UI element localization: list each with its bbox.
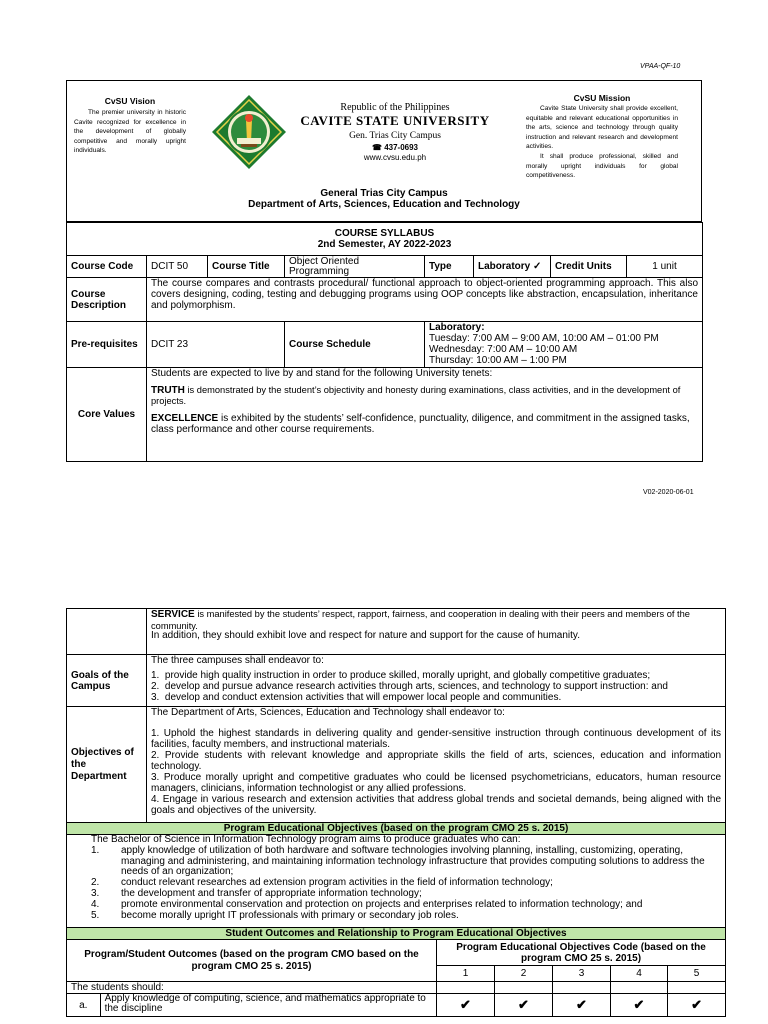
- service-label-cell: [67, 609, 147, 655]
- department-block: [66, 188, 702, 210]
- so-codes-column-header: Program Educational Objectives Code (based on the program CMO 25 s. 2015): [437, 940, 726, 966]
- syllabus-continuation-table: [66, 608, 726, 1017]
- goals-intro: The three campuses shall endeavor to:: [151, 655, 324, 666]
- goal-2: 2. develop and pursue advance research activities through arts, sciences, and technology to support instruction: and: [151, 681, 668, 692]
- objective-4: 4. Engage in various research and extension activities that address global trends and societal demands, being aligned with the goals and objectives of the university.: [151, 794, 722, 816]
- peo-item: 4. promote environmental conservation and protection on projects and enterprises related to information technology; and: [91, 898, 643, 910]
- vision-block: [74, 96, 186, 156]
- course-type: Laboratory ✓: [474, 256, 551, 278]
- course-schedule: [425, 322, 703, 368]
- course-row: [67, 256, 703, 278]
- so-header: Student Outcomes and Relationship to Program Educational Objectives: [67, 928, 726, 940]
- service-extra: In addition, they should exhibit love and respect for nature and support for the cause of humanity.: [151, 630, 580, 641]
- schedule-title: Laboratory:: [429, 322, 485, 333]
- peo-item: 5. become morally upright IT professionals with primary or secondary job roles.: [91, 909, 459, 921]
- course-description-label: Course Description: [67, 278, 147, 322]
- excellence-text: is exhibited by the students’ self-confidence, punctuality, diligence, and commitment in the assigned tasks, class performance and other course requirements.: [151, 413, 690, 435]
- core-values-content: [147, 368, 703, 462]
- service-text: is manifested by the students’ respect, rapport, fairness, and cooperation in dealing with their peers and members of the community.: [151, 609, 690, 631]
- peo-code-3: 3: [553, 966, 611, 982]
- republic-label: Republic of the Philippines: [340, 102, 450, 113]
- truth-word: TRUTH: [151, 385, 185, 396]
- check-mark-icon: ✔: [611, 994, 668, 1017]
- check-mark-icon: ✔: [668, 994, 726, 1017]
- check-mark-icon: ✔: [553, 994, 611, 1017]
- objective-2: 2. Provide students with relevant knowledge and appropriate skills the field of arts, sciences, education and information technology.: [151, 750, 722, 772]
- course-description: The course compares and contrasts procedural/ functional approach to object-oriented programming approach. This also covers designing, coding, testing and debugging programs using OOP concepts like abstraction, encapsulation, inheritance and polymorphism.: [147, 278, 703, 322]
- service-content: [147, 609, 726, 655]
- form-code: VPAA-QF-10: [640, 63, 681, 70]
- mission-block: [526, 93, 678, 181]
- course-title: Object Oriented Programming: [285, 256, 425, 278]
- schedule-wednesday: Wednesday: 7:00 AM – 10:00 AM: [429, 344, 578, 355]
- so-letter: a.: [67, 994, 101, 1016]
- syllabus-header: [67, 223, 703, 256]
- mission-title: CvSU Mission: [573, 93, 631, 103]
- prerequisites-label: Pre-requisites: [67, 322, 147, 368]
- type-label: Type: [425, 256, 474, 278]
- so-text: Apply knowledge of computing, science, and mathematics appropriate to the discipline: [104, 993, 426, 1014]
- peo-item: 2. conduct relevant researches ad extension program activities in the field of information technology;: [91, 877, 553, 889]
- vision-text: The premier university in historic Cavite recognized for excellence in the development of globally competitive and morally upright individuals.: [74, 109, 186, 155]
- mission-text-2: It shall produce professional, skilled and morally upright individuals for global competitiveness.: [526, 152, 678, 180]
- peo-header: Program Educational Objectives (based on the program CMO 25 s. 2015): [67, 823, 726, 835]
- excellence-word: EXCELLENCE: [151, 413, 219, 424]
- service-word: SERVICE: [151, 609, 195, 620]
- website-link[interactable]: www.cvsu.edu.ph: [363, 153, 427, 162]
- so-outcomes-column-header: Program/Student Outcomes (based on the program CMO based on the program CMO 25 s. 2015): [67, 940, 437, 982]
- credit-units-label: Credit Units: [551, 256, 627, 278]
- peo-intro: The Bachelor of Science in Information Technology program aims to produce graduates who can:: [91, 834, 521, 845]
- goals-label: Goals of the Campus: [67, 655, 147, 707]
- schedule-thursday: Thursday: 10:00 AM – 1:00 PM: [429, 355, 567, 366]
- goal-1: 1. provide high quality instruction in order to produce skilled, morally upright, and globally competitive graduates;: [151, 670, 651, 681]
- objective-3: 3. Produce morally upright and competitive graduates who could be licensed psychometricians, educators, human resource managers, clinicians, information technologist or any allied professions.: [151, 772, 722, 794]
- prerequisites: DCIT 23: [147, 322, 285, 368]
- university-block: [290, 102, 500, 162]
- truth-value: [151, 385, 698, 407]
- check-mark-icon: ✔: [437, 994, 495, 1017]
- so-outcome-a: [67, 994, 437, 1017]
- peo-item: 3. the development and transfer of appropriate information technology;: [91, 887, 422, 899]
- objective-1: 1. Uphold the highest standards in delivering quality and gender-sensitive instruction through continuous development of its facilities, faculty members, and instructional materials.: [151, 728, 722, 750]
- version-code: V02-2020-06-01: [643, 489, 694, 496]
- cvsu-seal-logo: [211, 94, 287, 170]
- core-values-label: Core Values: [67, 368, 147, 462]
- excellence-value: [151, 413, 698, 435]
- check-mark-icon: ✔: [495, 994, 553, 1017]
- campus-name: Gen. Trias City Campus: [349, 131, 441, 141]
- mission-text-1: Cavite State University shall provide excellent, equitable and relevant educational opportunities in the arts, science and technology through quality instruction and relevant research and development activities.: [526, 105, 678, 151]
- peo-content: [67, 835, 726, 928]
- objectives-content: [147, 707, 726, 823]
- service-value: [151, 609, 721, 631]
- credit-units: 1 unit: [627, 256, 703, 278]
- course-code: DCIT 50: [147, 256, 208, 278]
- peo-code-1: 1: [437, 966, 495, 982]
- truth-text: is demonstrated by the student’s objectivity and honesty during examinations, class activities, and in the development of projects.: [151, 385, 681, 406]
- core-values-intro: Students are expected to live by and stand for the following University tenets:: [151, 368, 493, 379]
- peo-list: [71, 846, 721, 922]
- objectives-label: Objectives of the Department: [67, 707, 147, 823]
- goal-3: 3. develop and conduct extension activities that will empower local people and communities.: [151, 692, 562, 703]
- peo-item: 1. apply knowledge of utilization of both hardware and software technologies involving planning, installing, customizing, operating, managing and administering, and maintaining information technology infrastructure that provides computing solutions to address the needs of an organization;: [91, 844, 705, 878]
- peo-code-4: 4: [611, 966, 668, 982]
- department-name: Department of Arts, Sciences, Education and Technology: [248, 199, 520, 210]
- goals-content: [147, 655, 726, 707]
- so-lead: The students should:: [67, 982, 437, 994]
- schedule-tuesday: Tuesday: 7:00 AM – 9:00 AM, 10:00 AM – 01:00 PM: [429, 333, 659, 344]
- department-campus: General Trias City Campus: [320, 188, 448, 199]
- phone-number: ☎ 437-0693: [372, 143, 418, 152]
- peo-code-2: 2: [495, 966, 553, 982]
- vision-title: CvSU Vision: [104, 96, 156, 106]
- course-info-table: [66, 222, 703, 462]
- peo-code-5: 5: [668, 966, 726, 982]
- syllabus-semester: 2nd Semester, AY 2022-2023: [317, 239, 452, 250]
- course-title-label: Course Title: [208, 256, 285, 278]
- syllabus-title: COURSE SYLLABUS: [334, 228, 435, 239]
- course-schedule-label: Course Schedule: [285, 322, 425, 368]
- table-row: [67, 994, 726, 1017]
- university-name: CAVITE STATE UNIVERSITY: [300, 113, 490, 128]
- objectives-intro: The Department of Arts, Sciences, Education and Technology shall endeavor to:: [151, 707, 505, 718]
- course-code-label: Course Code: [67, 256, 147, 278]
